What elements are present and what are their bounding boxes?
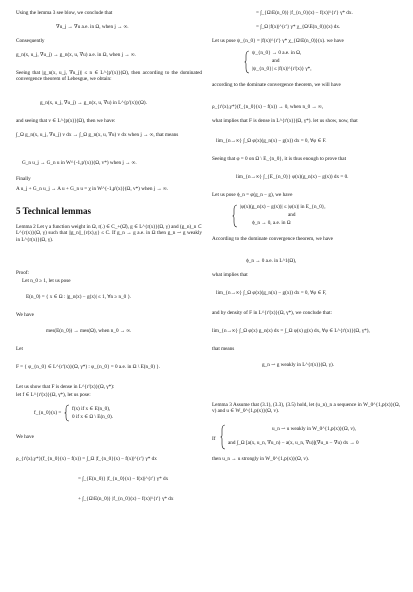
equation: A u_j + G_n u_j → A u + G_n u = χ in W^{-1,p'(x)}(Ω, v*) when j → ∞. <box>16 186 168 192</box>
left-brace <box>244 50 250 74</box>
equation-case: |ψ_{n_0}| ≤ |f(x)|^{r'(x)} γ*, <box>252 66 312 72</box>
equation-case: ϕ_n → 0, a.e. in Ω <box>252 220 291 226</box>
left-brace <box>64 404 70 422</box>
text-line: Using the lemma 3 see blow, we conclude that <box>16 10 113 16</box>
text-line: Let us pose ψ_{n_0} = |f(x)|^{r'} γ* χ_{Ω\E(n_0)}(x). we have <box>212 38 344 44</box>
equation: lim_{n→∞} ∫_Ω φ(x)(g_n(x) − g(x)) dx = 0, ∀φ ∈ F, <box>216 290 327 296</box>
text-line: and by density of F in L^{r'(x)}(Ω, γ*), we conclude that: <box>212 310 332 316</box>
equation: ϕ_n → 0 a.e. in L^1(Ω), <box>246 258 297 264</box>
equation-case: and ∫_Ω [a(x, u_n, ∇u_n) − a(x, u_n, ∇u)](∇u_n − ∇u) dx → 0 <box>228 440 359 446</box>
equation: + ∫_{Ω\E(n_0)} |f_{n_0}(x) − f(x)|^{r'} γ* dx <box>78 496 174 502</box>
text-line: Let <box>16 346 23 352</box>
text-line: what implies that <box>212 272 248 278</box>
equation: lim_{n→∞} ∫_Ω φ(x) g_n(x) dx = ∫_Ω φ(x) g(x) dx, ∀φ ∈ L^{r'(x)}(Ω, γ*), <box>212 328 370 334</box>
paragraph: Seeing that |g_n(x, u_j, ∇u_j)| ≤ n ∈ L^{p'(x)}(Ω), then according to the dominated convergence theorem of Lebesgue, we obtain: <box>16 70 202 83</box>
equation: E(n_0) = { x ∈ Ω : |g_n(x) − g(x)| ≤ 1, ∀n ≥ n_0 }. <box>26 294 132 300</box>
equation-case: ψ_{n_0} → 0 a.e. in Ω, <box>252 50 302 56</box>
equation-case: 0 if x ∈ Ω \ E(n_0). <box>72 414 113 420</box>
left-brace <box>220 424 226 450</box>
text-line: Let us show that F is dense in L^{r'(x)}(Ω, γ*): <box>16 384 115 390</box>
equation: mes(E(n_0)) → mes(Ω), when n_0 → ∞. <box>46 328 132 334</box>
paragraph: Seeing that φ = 0 on Ω \ E_{n_0}, it is thus enough to prove that <box>212 156 347 162</box>
text-line: let f ∈ L^{r'(x)}(Ω, γ*), let us pose: <box>16 392 91 398</box>
paragraph: what implies that F is dense in L^{r'(x)}(Ω, γ*). let us show, now, that <box>212 118 358 124</box>
equation: = ∫_{Ω\E(n_0)} |f_{n_0}(x) − f(x)|^{r'} γ* dx. <box>256 10 353 16</box>
section-heading: 5 Technical lemmas <box>16 206 92 216</box>
equation: ∇u_j → ∇u a.e. in Ω, when j → ∞. <box>56 24 129 30</box>
paragraph: according to the dominate convergence theorem, we will have <box>212 82 341 88</box>
equation: ∫_Ω g_n(x, u_j, ∇u_j) v dx → ∫_Ω g_n(x, u, ∇u) v dx when j → ∞, that means <box>16 132 179 138</box>
text-line: Finally <box>16 176 31 182</box>
equation: lim_{n→∞} ∫_{E_{n_0}} φ(x)(g_n(x) − g(x)) dx = 0. <box>236 174 349 180</box>
left-brace <box>232 204 238 228</box>
equation-case: and <box>288 212 296 218</box>
text-line: Let us pose ϕ_n = φ(g_n − g), we have <box>212 192 293 198</box>
lemma-3: Lemma 3 Assume that (3.1), (3.3), (3.5) hold, let (u_n)_n a sequence in W_0^{1,p(x)}(Ω, v) and u ∈ W_0^{1,p(x)}(Ω, v). <box>212 402 400 415</box>
equation-case: f(x) if x ∈ E(n_0), <box>72 406 111 412</box>
paragraph: and seeing that v ∈ L^{p(x)}(Ω), then we have: <box>16 118 116 124</box>
equation: = ∫_{E(n_0)} |f_{n_0}(x) − f(x)|^{r'} γ* dx <box>78 476 169 482</box>
proof-label: Proof: <box>16 270 29 276</box>
equation: g_n(x, u_j, ∇u_j) → g_n(x, u, ∇u) a.e. in Ω, when j → ∞. <box>16 52 136 58</box>
equation: g_n(x, u_j, ∇u_j) → g_n(x, u, ∇u) in L^{p'(x)}(Ω). <box>40 100 147 106</box>
text-line: Let n_0 ≥ 1, let us pose <box>22 278 71 284</box>
equation: g_n ⇀ g weakly in L^{r(x)}(Ω, γ). <box>262 362 335 368</box>
text-line: Consequently <box>16 38 45 44</box>
equation: F = { φ_{n_0} ∈ L^{r'(x)}(Ω, γ*) : φ_{n_0} = 0 a.e. in Ω \ E(n_0) }. <box>16 364 161 370</box>
equation: lim_{n→∞} ∫_Ω φ(x)(g_n(x) − g(x)) dx = 0, ∀φ ∈ F. <box>216 138 327 144</box>
text-line: then u_n → u strongly in W_0^{1,p(x)}(Ω, v). <box>212 456 310 462</box>
if-label: If <box>212 436 216 442</box>
text-line: We have <box>16 434 34 440</box>
equation: ρ_{r'(x),γ*}(f_{n_0}(x) − f(x)) = ∫_Ω |f_{n_0}(x) − f(x)|^{r'} γ* dx <box>16 456 157 462</box>
equation-case: u_n ⇀ u weakly in W_0^{1,p(x)}(Ω, v), <box>272 426 356 432</box>
text-line: that means <box>212 346 235 352</box>
equation: G_n u_j → G_n u in W^{-1,p'(x)}(Ω, v*) when j → ∞. <box>22 160 137 166</box>
text-line: We have <box>16 312 34 318</box>
paragraph: According to the dominate convergence theorem, we have <box>212 236 333 242</box>
equation-lhs: f_{n_0}(x) = <box>34 410 62 416</box>
equation-case: |φ(x)(g_n(x) − g(x))| ≤ |φ(x)| in E_{n_0}, <box>240 204 326 210</box>
equation-case: and <box>272 58 280 64</box>
equation: = ∫_Ω |f(x)|^{r'} γ* χ_{Ω\E(n_0)}(x) dx. <box>256 24 341 30</box>
equation: ρ_{r'(x),γ*}(f_{n_0}(x) − f(x)) → 0, when n_0 → ∞, <box>212 104 323 110</box>
lemma-2: Lemma 2 Let γ a function weight in Ω, r(.) ∈ C_+(Ω̄), g ∈ L^{r(x)}(Ω, γ) and (g_n)_n ⊂ L^{r(x)}(Ω, γ) such that ||g_n||_{r(x),γ} ≤ C. If g_n → g a.e. in Ω then g_n ⇀ g weakly in L^{r(x)}(Ω, γ). <box>16 224 202 243</box>
